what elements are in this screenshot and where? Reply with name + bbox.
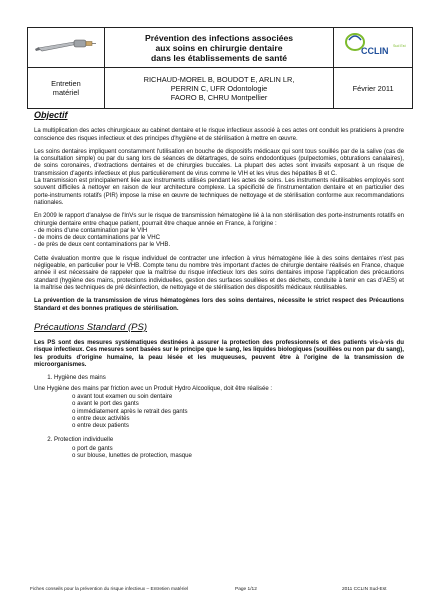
list-item: o port de gants	[72, 445, 404, 452]
authors-cell	[104, 68, 333, 109]
ps-item-title: Protection individuelle	[54, 436, 114, 444]
dental-handpiece-image	[28, 28, 105, 68]
cclin-logo-text: CCLIN	[361, 46, 389, 56]
paragraph: La transmission est principalement liée aux instruments utilisés pendant les actes de soins. Les instruments réutilisables employés sont souvent difficiles à nettoyer en raison de leur architecture complexe. La spécificité de l'instrumentation dentaire et en particulier des porte-instruments rotatifs (PIR) impose la mise en œuvre de techniques de nettoyage et de stérilisation conforme aux recommandations nationales.	[34, 177, 404, 206]
hygiene-list	[34, 393, 404, 429]
list-item: o entre deux patients	[72, 422, 404, 429]
key-statement: La prévention de la transmission de virus hématogènes lors des soins dentaires, nécessite le strict respect des Précautions Standard et des bonnes pratiques de stérilisation.	[34, 297, 404, 312]
authors-line: RICHAUD-MOREL B, BOUDOT E, ARLIN LR,	[143, 74, 295, 84]
hygiene-intro: Une Hygiène des mains par friction avec un Produit Hydro Alcoolique, doit être réalisée :	[34, 384, 273, 392]
ps-item-hygiene	[54, 374, 404, 381]
footer-page: Page 1/12	[235, 587, 257, 592]
authors-line: FAORO B, CHRU Montpellier	[170, 92, 268, 102]
list-item: o immédiatement après le retrait des gants	[72, 408, 404, 415]
doc-type-line: Entretien	[51, 79, 81, 88]
cclin-logo	[334, 28, 413, 68]
doc-type-cell	[28, 68, 105, 109]
list-item: - de moins d'une contamination par le VIH	[34, 226, 148, 234]
date-cell: Février 2011	[334, 68, 413, 109]
list-item: - de moins de deux contaminations par le VHC	[34, 234, 161, 242]
protection-list	[54, 445, 404, 460]
paragraph: En 2009 le rapport d'analyse de l'InVs sur le risque de transmission hématogène lié à la non stérilisation des porte-instruments rotatifs en chirurgie dentaire entre chaque patient, pourrait être chaque année en France, à l'origine :	[34, 212, 404, 227]
paragraph: La multiplication des actes chirurgicaux au cabinet dentaire et le risque infectieux associé à ces actes ont conduit les praticiens à prendre conscience des risques infectieux et des principes d'hygiène et de stérilisation à mettre en œuvre.	[34, 127, 404, 142]
list-item: o entre deux activités	[72, 415, 404, 422]
ps-numbered-list-2	[34, 436, 404, 459]
cclin-logo-sub: Sud Est	[393, 44, 406, 48]
ps-item-protection	[54, 436, 404, 459]
doc-type-line: matériel	[52, 88, 80, 97]
ps-numbered-list	[34, 374, 404, 381]
authors-line: PERRIN C, UFR Odontologie	[170, 83, 268, 93]
header-table	[27, 27, 413, 109]
risk-list	[34, 227, 404, 249]
ps-item-title: Hygiène des mains	[54, 374, 106, 382]
list-item: o avant tout examen ou soin dentaire	[72, 393, 404, 400]
document-title	[104, 28, 333, 68]
list-item: o sur blouse, lunettes de protection, masque	[72, 452, 404, 459]
list-item: o avant le port des gants	[72, 400, 404, 407]
footer-left: Fiches conseils pour la prévention du risque infectieux – Entretien matériel	[30, 587, 189, 592]
title-line: aux soins en chirurgie dentaire	[155, 42, 283, 53]
section-title-objectif: Objectif	[34, 110, 68, 120]
footer-right: 2011 CCLIN Sud-Est	[342, 587, 387, 592]
title-line: dans les établissements de santé	[150, 52, 288, 63]
title-line: Prévention des infections associées	[144, 32, 294, 43]
cclin-logo-icon	[343, 30, 406, 60]
section-title-ps: Précautions Standard (PS)	[34, 321, 148, 333]
main-content	[34, 112, 404, 462]
ps-intro: Les PS sont des mesures systématiques destinées à assurer la protection des professionnels et des patients vis-à-vis du risque infectieux. Ces mesures sont basées sur le principe que le sang, les liquides biologiques (souillées ou non par du sang), les produits d'origine humaine, la peau lésée et les muqueuses, peuvent être à l'origine de la transmission de microorganismes.	[34, 339, 404, 369]
list-item: - de près de deux cent contaminations par le VHB.	[34, 241, 171, 249]
paragraph: Les soins dentaires impliquent constamment l'utilisation en bouche de dispositifs médicaux qui sont tous souillés par de la salive (cas de la consultation simple) ou par du sang lors de séances de détartrages, de soins endodontiques (pulpectomies, obturations canalaires), de soins coronaires, d'extractions dentaires et de chirurgies buccales. La plupart des actes sont invasifs exposant à un risque de transmission d'agents infectieux et plus particulièrement de virus comme le VIH et les virus des hépatites B et C.	[34, 147, 404, 177]
paragraph: Cette évaluation montre que le risque individuel de contracter une infection à virus hématogène liée à des soins dentaires n'est pas négligeable, en particulier pour le VHB. Compte tenu du nombre très important d'actes de chirurgie dentaire réalisés en France, chaque année il est nécessaire de rappeler que la maîtrise du risque infectieux lors des soins dentaires impose l'application des précautions standard (hygiène des mains, protections individuelles, gestion des surfaces souillées et des déchets, conduite à tenir en cas d'AES) et la maîtrise des techniques de pré désinfection, de nettoyage et de stérilisation des dispositifs médicaux réutilisables.	[34, 254, 404, 291]
handpiece-icon	[34, 34, 98, 56]
